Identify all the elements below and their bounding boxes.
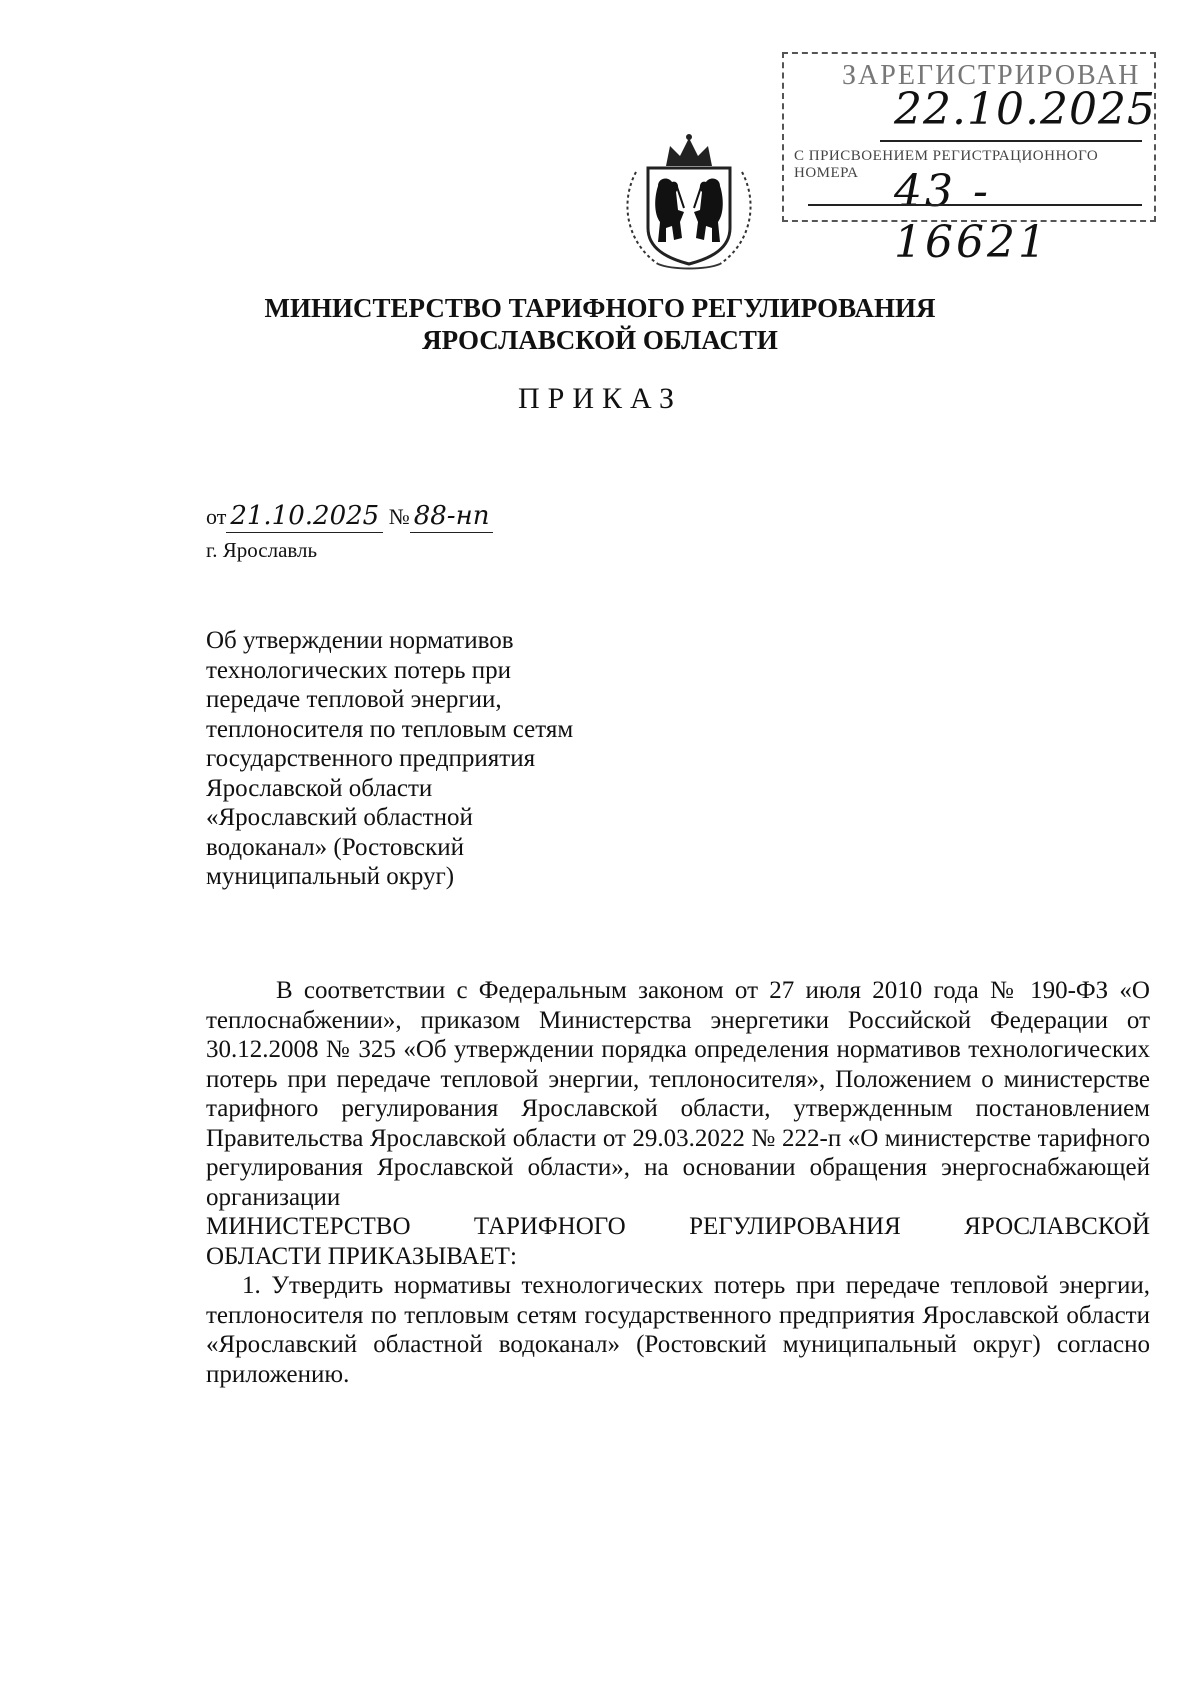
order-city: г. Ярославль — [206, 538, 318, 562]
order-date-line — [206, 502, 493, 533]
coat-of-arms-icon — [618, 132, 760, 272]
document-body — [206, 976, 1150, 1389]
ministry-title-line1: МИНИСТЕРСТВО ТАРИФНОГО РЕГУЛИРОВАНИЯ — [264, 293, 936, 323]
order-number: 88-нп — [410, 502, 494, 533]
stamp-number-underline — [808, 204, 1142, 206]
subject-line: муниципальный округ) — [206, 863, 455, 890]
order-from-label: от — [206, 504, 227, 529]
preamble-paragraph: В соответствии с Федеральным законом от 27 июля 2010 года № 190-ФЗ «О теплоснабжении», приказом Министерства энергетики Российской Федерации от 30.12.2008 № 325 «Об утверждении порядка определения нормативов технологических потерь при передаче тепловой энергии, теплоносителя», Положением о министерстве тарифного регулирования Ярославской области, утвержденным постановлением Правительства Ярославской области от 29.03.2022 № 222-п «О министерстве тарифного регулирования Ярославской области», на основании обращения энергоснабжающей организации — [206, 977, 1150, 1211]
subject-block — [206, 626, 573, 892]
item-1-paragraph: 1. Утвердить нормативы технологических потерь при передаче тепловой энергии, теплоносителя по тепловым сетям государственного предприятия Ярославской области «Ярославский областной водоканал» (Ростовский муниципальный округ) согласно приложению. — [206, 1272, 1150, 1388]
stamp-date: 22.10.2025 — [894, 84, 1156, 135]
subject-line: технологических потерь при — [206, 656, 511, 684]
subject-line: государственного предприятия — [206, 745, 536, 772]
subject-line: теплоносителя по тепловым сетям — [206, 715, 574, 743]
document-type: ПРИКАЗ — [518, 382, 682, 415]
order-number-label: № — [388, 504, 410, 529]
decree-line-2: ОБЛАСТИ ПРИКАЗЫВАЕТ: — [206, 1242, 517, 1270]
subject-line: «Ярославский областной — [206, 804, 473, 831]
subject-line: водоканал» (Ростовский — [206, 833, 464, 861]
stamp-date-underline — [880, 140, 1142, 142]
ministry-title-line2: ЯРОСЛАВСКОЙ ОБЛАСТИ — [422, 325, 778, 355]
decree-line-1: МИНИСТЕРСТВО ТАРИФНОГО РЕГУЛИРОВАНИЯ ЯРОСЛАВСКОЙ — [206, 1213, 1150, 1240]
stamp-title: ЗАРЕГИСТРИРОВАН — [842, 60, 1141, 91]
stamp-caption: С ПРИСВОЕНИЕМ РЕГИСТРАЦИОННОГО НОМЕРА — [794, 148, 1099, 181]
subject-line: Ярославской области — [206, 774, 433, 802]
stamp-number: 43 - 16621 — [894, 166, 1049, 268]
subject-line: Об утверждении нормативов — [206, 627, 514, 654]
registration-stamp — [782, 52, 1156, 268]
order-date: 21.10.2025 — [226, 502, 383, 533]
subject-line: передаче тепловой энергии, — [206, 686, 502, 713]
